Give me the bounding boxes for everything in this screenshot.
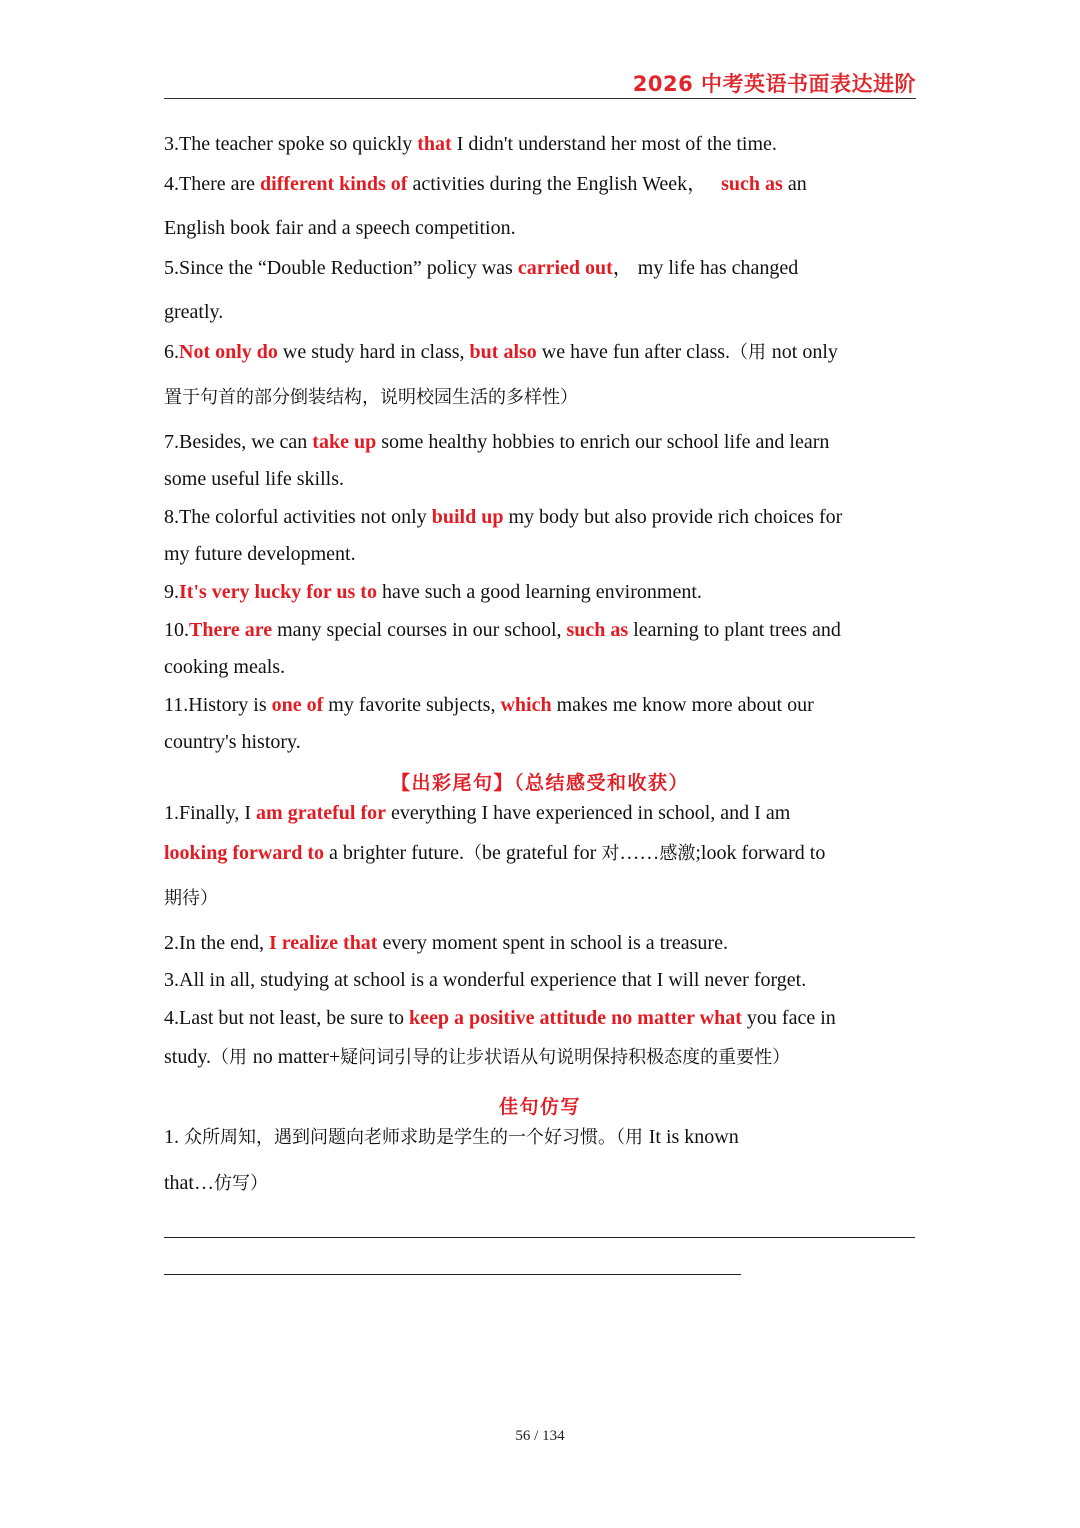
sentence-9 [164,579,702,605]
note-text: （用 [211,1047,253,1068]
note-text: be grateful for [481,842,602,864]
ending-sentence-1-cont [164,840,825,867]
text: The colorful activities not only [179,506,432,528]
key-phrase: such as [721,173,783,195]
item-number: 6. [164,341,179,363]
text: you face in [741,1007,836,1029]
ending-sentence-2 [164,930,728,956]
sentence-6-note [164,384,578,411]
text: everything I have experienced in school, and I am [385,802,791,824]
key-phrase: different kinds of [260,173,408,195]
imitation-question-1 [164,1124,739,1151]
item-number: 2. [164,932,179,954]
page-number: 56 / 134 [515,1428,565,1444]
sentence-10-cont: cooking meals. [164,656,286,678]
note-text: 对 [601,843,620,864]
ending-sentence-1-note [164,885,218,912]
item-number: 3. [164,133,179,155]
text: Since the “Double Reduction” policy was [179,257,518,279]
text: we have fun after class. [536,341,731,363]
key-phrase: looking forward to [164,842,324,864]
question-text: It is known [648,1126,739,1148]
text: ， my life has changed [612,257,799,279]
question-text: 仿写） [214,1173,268,1194]
text: have such a good learning environment. [376,581,702,603]
item-number: 1. [164,802,179,824]
text: study. [164,1046,212,1068]
sentence-4 [164,171,807,197]
document-title: 2026 中考英语书面表达进阶 [632,72,916,96]
text: There are [179,173,261,195]
key-phrase: build up [431,506,504,528]
text: Last but not least, be sure to [179,1007,409,1029]
key-phrase: There are [189,619,273,641]
sentence-7 [164,429,829,455]
sentence-8 [164,504,842,530]
text: an [782,173,807,195]
note-text: （用 [730,342,772,363]
key-phrase: It's very lucky for us to [179,581,377,603]
item-number: 4. [164,1007,179,1029]
sentence-7-cont: some useful life skills. [164,468,344,490]
question-text: 众所周知，遇到问题向老师求助是学生的一个好习惯。（用 [184,1127,649,1148]
item-number: 5. [164,257,179,279]
text: All in all, studying at school is a wonderful experience that I will never forget. [179,969,807,991]
text: The teacher spoke so quickly [179,133,418,155]
ending-sentence-3 [164,967,806,993]
sentence-3 [164,131,777,157]
section-heading-ending: 【出彩尾句】（总结感受和收获） [390,772,689,794]
key-phrase: keep a positive attitude no matter what [408,1007,742,1029]
item-number: 8. [164,506,179,528]
sentence-5-cont: greatly. [164,301,224,323]
imitation-question-1-cont [164,1170,268,1197]
item-number: 1. [164,1126,184,1148]
key-phrase: that [417,133,452,155]
note-text: 期待） [164,888,218,909]
item-number: 3. [164,969,179,991]
text: I didn't understand her most of the time. [451,133,777,155]
sentence-10 [164,617,841,643]
text: activities during the English Week， [407,173,708,195]
text: some healthy hobbies to enrich our school life and learn [376,431,830,453]
text: Besides, we can [179,431,313,453]
key-phrase: one of [271,694,324,716]
key-phrase: take up [312,431,377,453]
note-text: ;look forward to [695,842,826,864]
key-phrase: I realize that [268,932,378,954]
sentence-8-cont: my future development. [164,543,356,565]
section-heading-imitation: 佳句仿写 [498,1096,581,1118]
sentence-6 [164,339,838,366]
ending-sentence-4 [164,1005,836,1031]
note-text: 疑问词引导的让步状语从句说明保持积极态度的重要性） [340,1047,791,1068]
note-text: not only [771,341,838,363]
item-number: 10. [164,619,189,641]
answer-line-1[interactable] [164,1237,915,1238]
text: my favorite subjects, [323,694,501,716]
item-number: 4. [164,173,179,195]
text: a brighter future. [324,842,464,864]
sentence-4-cont: English book fair and a speech competition. [164,217,516,239]
note-text: no matter+ [252,1046,341,1068]
ending-sentence-1 [164,800,790,826]
sentence-11-cont: country's history. [164,731,301,753]
sentence-11 [164,692,814,718]
text: makes me know more about our [551,694,814,716]
text: In the end, [179,932,269,954]
sentence-5 [164,255,798,281]
item-number: 11. [164,694,189,716]
item-number: 7. [164,431,179,453]
text: History is [188,694,272,716]
note-text: 感激 [659,843,696,864]
key-phrase: such as [566,619,629,641]
key-phrase: am grateful for [256,802,386,824]
note-text: 置于句首的部分倒装结构，说明校园生活的多样性） [164,387,578,408]
text: learning to plant trees and [628,619,841,641]
note-text: （ [463,843,482,864]
text: we study hard in class, [277,341,470,363]
item-number: 9. [164,581,179,603]
key-phrase: which [500,694,552,716]
ending-sentence-4-cont [164,1044,790,1071]
text: my body but also provide rich choices for [503,506,843,528]
text: every moment spent in school is a treasure. [377,932,728,954]
question-text: that… [164,1172,214,1194]
text: Finally, I [179,802,257,824]
key-phrase: carried out [517,257,613,279]
text: many special courses in our school, [272,619,567,641]
key-phrase: Not only do [179,341,278,363]
answer-line-2[interactable] [164,1274,741,1275]
page-header [164,66,916,99]
note-text: …… [619,842,660,864]
key-phrase: but also [469,341,537,363]
